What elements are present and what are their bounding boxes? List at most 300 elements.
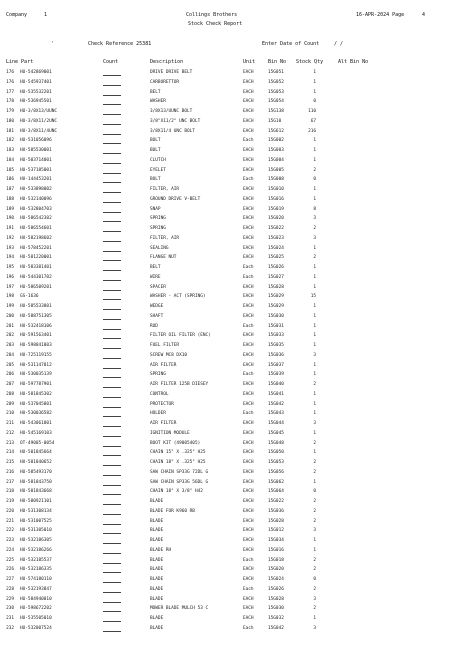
bin-number: 15G020 [268, 567, 284, 573]
col-count: Count [103, 59, 119, 65]
count-entry-line[interactable] [103, 173, 121, 174]
line-number: 176 [6, 79, 14, 85]
bin-number: 15G048 [268, 440, 284, 446]
line-number: 182 [6, 138, 14, 144]
stock-qty: 1 [313, 538, 316, 543]
count-entry-line[interactable] [103, 514, 121, 515]
bin-number: 15G024 [268, 245, 284, 251]
description: FLANGE NUT [150, 255, 177, 261]
line-number: 214 [6, 450, 14, 456]
bin-number: 15G051 [268, 70, 284, 75]
part-number: HU-533898002 [20, 187, 52, 192]
stock-qty: 1 [313, 323, 316, 329]
stock-qty: 3 [313, 421, 316, 426]
stock-qty: 67 [310, 118, 316, 124]
count-entry-line[interactable] [103, 153, 121, 154]
count-entry-line[interactable] [103, 104, 121, 105]
part-number: HU-503714001 [20, 157, 52, 163]
count-entry-line[interactable] [103, 260, 121, 261]
description: BLADE FOR K960 RB [150, 508, 195, 514]
count-entry-line[interactable] [103, 95, 121, 96]
bin-number: 15G018 [268, 557, 284, 563]
stock-qty: 3 [313, 528, 316, 534]
count-entry-line[interactable] [103, 407, 121, 408]
unit: EACH [243, 362, 254, 368]
count-entry-line[interactable] [103, 202, 121, 203]
line-number: 193 [6, 245, 14, 251]
description: BOOT KIT (49005405) [150, 440, 201, 446]
description: SCREW MC8 DX10 [150, 352, 188, 358]
description: BLADE [150, 538, 164, 543]
stock-qty: 1 [313, 450, 316, 456]
description: 3/8X11/4 UNC BOLT [150, 128, 195, 134]
bin-number: 15G044 [268, 421, 284, 426]
line-number: 177 [6, 89, 14, 95]
stock-qty: 1 [313, 343, 316, 348]
description: WASHER [150, 99, 166, 105]
line-number: 187 [6, 187, 14, 192]
count-entry-line[interactable] [103, 182, 121, 183]
bin-number: 15G062 [268, 479, 284, 485]
unit: EACH [243, 430, 254, 436]
unit: EACH [243, 167, 254, 173]
bin-number: 15G024 [268, 577, 284, 582]
unit: EACH [243, 284, 254, 290]
part-number: HU-531308134 [20, 508, 52, 514]
stock-qty: 2 [313, 606, 316, 612]
description: AIR FILTER 125B DIESEY [150, 382, 209, 387]
stock-qty: 1 [313, 372, 316, 378]
description: FILTER, AIR [150, 235, 180, 241]
date-entry-field[interactable]: / / [334, 41, 344, 47]
part-number: HU-598672202 [20, 606, 52, 612]
line-number: 204 [6, 352, 14, 358]
count-entry-line[interactable] [103, 114, 121, 115]
part-number: HU-545169103 [20, 430, 52, 436]
description: DRIVE DRIVE BELT [150, 70, 193, 75]
stock-qty: 1 [313, 547, 316, 553]
count-entry-line[interactable] [103, 572, 121, 573]
count-entry-line[interactable] [103, 543, 121, 544]
bin-number: 15G028 [268, 284, 284, 290]
stock-qty: 8 [313, 206, 316, 212]
count-entry-line[interactable] [103, 611, 121, 612]
part-number: HU-3/8X11/4UNC [20, 128, 58, 134]
unit: EACH [243, 109, 254, 114]
description: BLADE [150, 528, 164, 534]
bin-number: 15G039 [268, 372, 284, 378]
col-line-part: Line Part [6, 59, 34, 65]
description: HOLDER [150, 411, 166, 417]
unit: EACH [243, 469, 254, 475]
unit: EACH [243, 294, 254, 300]
bin-number: 15G034 [268, 538, 284, 543]
part-number: HU-144453201 [20, 177, 52, 183]
part-number: HU-532186266 [20, 547, 52, 553]
line-number: 221 [6, 518, 14, 524]
part-number: HU-543061801 [20, 421, 52, 426]
unit: EACH [243, 567, 254, 573]
stock-qty: 1 [313, 148, 316, 153]
line-number: 219 [6, 499, 14, 504]
unit: EACH [243, 304, 254, 309]
count-entry-line[interactable] [103, 621, 121, 622]
description: SPRING [150, 372, 166, 378]
bin-number: 15G002 [268, 138, 284, 144]
stock-qty: 3 [313, 352, 316, 358]
count-entry-line[interactable] [103, 533, 121, 534]
part-number: HU-3/8X11/2UNC [20, 118, 58, 124]
bin-number: 15G020 [268, 216, 284, 222]
part-number: HU-530035139 [20, 372, 52, 378]
part-number: HU-537045801 [20, 401, 52, 407]
part-number: HU-535532201 [20, 89, 52, 95]
description: SAW CHAIN SP33G 56DL G [150, 479, 209, 485]
count-entry-line[interactable] [103, 309, 121, 310]
bin-number: 15G036 [268, 508, 284, 514]
unit: EACH [243, 235, 254, 241]
bin-number: 15G045 [268, 430, 284, 436]
part-number: HU-501840652 [20, 460, 52, 465]
count-entry-line[interactable] [103, 631, 121, 632]
unit: EACH [243, 216, 254, 222]
line-number: 209 [6, 401, 14, 407]
part-number: OT-49005-0054 [20, 440, 55, 446]
stock-qty: 0 [313, 577, 316, 582]
description: SPRING [150, 216, 166, 222]
stock-qty: 2 [313, 586, 316, 592]
part-number: HU-585530001 [20, 148, 52, 153]
bin-number: 15G042 [268, 625, 284, 631]
unit: EACH [243, 547, 254, 553]
stock-qty: 15 [310, 294, 316, 300]
bin-number: 15G040 [268, 382, 284, 387]
description: CHAIN 15" X .325" H25 [150, 450, 206, 456]
description: 3/8X13/UUNC BOLT [150, 109, 193, 114]
unit: EACH [243, 577, 254, 582]
description: CLUTCH [150, 157, 166, 163]
description: BLADE [150, 625, 164, 631]
company-label: Company [6, 12, 28, 18]
count-entry-line[interactable] [103, 455, 121, 456]
line-number: 207 [6, 382, 14, 387]
description: BLADE [150, 567, 164, 573]
count-entry-line[interactable] [103, 143, 121, 144]
check-reference: Check Reference 25381 [88, 41, 152, 47]
part-number: HU-586542302 [20, 216, 52, 222]
unit: EACH [243, 79, 254, 85]
unit: EACH [243, 616, 254, 621]
part-number: HU-532804703 [20, 206, 52, 212]
stock-qty: 1 [313, 284, 316, 290]
unit: EACH [243, 99, 254, 105]
count-entry-line[interactable] [103, 563, 121, 564]
stock-qty: 0 [313, 99, 316, 105]
count-entry-line[interactable] [103, 475, 121, 476]
part-number: HU-531007525 [20, 518, 52, 524]
count-entry-line[interactable] [103, 134, 121, 135]
stock-qty: 1 [313, 196, 316, 202]
line-number: 180 [6, 118, 14, 124]
stock-qty: 3 [313, 625, 316, 631]
unit: Each [243, 411, 254, 417]
line-number: 232 [6, 625, 14, 631]
part-number: HU-537185001 [20, 167, 52, 173]
line-number: 197 [6, 284, 14, 290]
stock-qty: 1 [313, 89, 316, 95]
line-number: 178 [6, 99, 14, 105]
count-entry-line[interactable] [103, 319, 121, 320]
stock-qty: 1 [313, 245, 316, 251]
part-number: HU-725119155 [20, 352, 52, 358]
bin-number: 15G019 [268, 206, 284, 212]
description: SHAFT [150, 313, 164, 319]
description: BLADE [150, 616, 164, 621]
stock-qty: 2 [313, 460, 316, 465]
stock-qty: 3 [313, 216, 316, 222]
stock-qty: 1 [313, 187, 316, 192]
bin-number: 15G030 [268, 606, 284, 612]
description: BLADE [150, 586, 164, 592]
stock-qty: 1 [313, 333, 316, 339]
count-entry-line[interactable] [103, 280, 121, 281]
count-entry-line[interactable] [103, 602, 121, 603]
bin-number: 15G012 [268, 528, 284, 534]
unit: EACH [243, 460, 254, 465]
unit: EACH [243, 528, 254, 534]
count-entry-line[interactable] [103, 416, 121, 417]
unit: EACH [243, 128, 254, 134]
bin-number: 15G054 [268, 99, 284, 105]
stock-qty: 1 [313, 391, 316, 397]
unit: EACH [243, 343, 254, 348]
unit: EACH [243, 148, 254, 153]
unit: EACH [243, 70, 254, 75]
unit: EACH [243, 89, 254, 95]
description: SPRING [150, 226, 166, 231]
description: CARBURETTOR [150, 79, 180, 85]
description: BOLT [150, 177, 161, 183]
line-number: 208 [6, 391, 14, 397]
unit: EACH [243, 499, 254, 504]
line-number: 212 [6, 430, 14, 436]
count-entry-line[interactable] [103, 290, 121, 291]
stock-qty: 2 [313, 167, 316, 173]
stock-qty: 2 [313, 518, 316, 524]
description: FILTER, AIR [150, 187, 180, 192]
col-alt-bin-no: Alt Bin No [338, 59, 369, 65]
line-number: 186 [6, 177, 14, 183]
bin-number: 15G025 [268, 255, 284, 261]
line-number: 206 [6, 372, 14, 378]
stock-qty: 1 [313, 70, 316, 75]
description: AIR FILTER [150, 421, 177, 426]
stock-qty: 1 [313, 157, 316, 163]
part-number: HU-588751305 [20, 313, 52, 319]
count-entry-line[interactable] [103, 485, 121, 486]
unit: Each [243, 265, 254, 270]
count-entry-line[interactable] [103, 436, 121, 437]
count-entry-line[interactable] [103, 329, 121, 330]
line-number: 188 [6, 196, 14, 202]
line-number: 229 [6, 596, 14, 602]
bin-number: 15G022 [268, 499, 284, 504]
description: BOLT [150, 138, 161, 144]
count-entry-line[interactable] [103, 85, 121, 86]
line-number: 223 [6, 538, 14, 543]
count-entry-line[interactable] [103, 348, 121, 349]
bin-number: 15G138 [268, 109, 284, 114]
line-number: 222 [6, 528, 14, 534]
line-number: 184 [6, 157, 14, 163]
unit: Each [243, 177, 254, 183]
count-entry-line[interactable] [103, 524, 121, 525]
description: BLADE [150, 557, 164, 563]
description: GROUND DRIVE V-BELT [150, 196, 201, 202]
bin-number: 15G023 [268, 235, 284, 241]
unit: EACH [243, 391, 254, 397]
unit: Each [243, 274, 254, 280]
stock-qty: 2 [313, 255, 316, 261]
stock-qty: 3 [313, 235, 316, 241]
bin-number: 15G032 [268, 616, 284, 621]
enter-date-label: Enter Date of Count [262, 41, 320, 47]
line-number: 195 [6, 265, 14, 270]
count-entry-line[interactable] [103, 299, 121, 300]
count-entry-line[interactable] [103, 75, 121, 76]
count-entry-line[interactable] [103, 192, 121, 193]
unit: EACH [243, 450, 254, 456]
line-number: 228 [6, 586, 14, 592]
part-number: HU-584940010 [20, 596, 52, 602]
description: WASHER - ACT (SPRING) [150, 294, 206, 300]
count-entry-line[interactable] [103, 426, 121, 427]
count-entry-line[interactable] [103, 358, 121, 359]
unit: EACH [243, 401, 254, 407]
bin-number: 15G050 [268, 450, 284, 456]
unit: EACH [243, 245, 254, 251]
count-entry-line[interactable] [103, 241, 121, 242]
description: BLADE [150, 518, 164, 524]
part-number: HU-501843668 [20, 489, 52, 495]
line-number: 201 [6, 323, 14, 329]
part-number: HU-531147012 [20, 362, 52, 368]
stock-qty: 0 [313, 489, 316, 495]
part-number: HU-574180110 [20, 577, 52, 582]
description: SNAP [150, 206, 161, 212]
description: BLADE [150, 596, 164, 602]
stock-qty: 1 [313, 479, 316, 485]
count-entry-line[interactable] [103, 494, 121, 495]
bin-number: 15G010 [268, 187, 284, 192]
bin-number: 15G026 [268, 586, 284, 592]
unit: EACH [243, 596, 254, 602]
bin-number: 15G028 [268, 518, 284, 524]
unit: Each [243, 586, 254, 592]
part-number: HU-591563401 [20, 333, 52, 339]
count-entry-line[interactable] [103, 251, 121, 252]
count-entry-line[interactable] [103, 553, 121, 554]
part-number: HU-532185537 [20, 557, 52, 563]
unit: EACH [243, 382, 254, 387]
stock-qty: 1 [313, 411, 316, 417]
unit: EACH [243, 255, 254, 261]
count-entry-line[interactable] [103, 446, 121, 447]
part-number: HU-598841803 [20, 343, 52, 348]
line-number: 181 [6, 128, 14, 134]
bin-number: 15G005 [268, 167, 284, 173]
bin-number: 15G028 [268, 596, 284, 602]
bin-number: 15G053 [268, 89, 284, 95]
stock-qty: 216 [308, 128, 316, 134]
bin-number: 15G008 [268, 177, 284, 183]
line-number: 189 [6, 206, 14, 212]
unit: Each [243, 138, 254, 144]
part-number: HU-583381401 [20, 265, 52, 270]
count-entry-line[interactable] [103, 124, 121, 125]
count-entry-line[interactable] [103, 221, 121, 222]
count-entry-line[interactable] [103, 504, 121, 505]
stock-qty: 0 [313, 177, 316, 183]
description: CHAIN 18" X 3/8" H42 [150, 489, 203, 495]
stock-qty: 2 [313, 557, 316, 563]
count-entry-line[interactable] [103, 377, 121, 378]
bin-number: 15G064 [268, 489, 284, 495]
unit: EACH [243, 538, 254, 543]
bin-number: 15G022 [268, 226, 284, 231]
stock-qty: 2 [313, 226, 316, 231]
count-entry-line[interactable] [103, 387, 121, 388]
line-number: 179 [6, 109, 14, 114]
line-number: 227 [6, 577, 14, 582]
part-number: HU-581845302 [20, 391, 52, 397]
count-entry-line[interactable] [103, 397, 121, 398]
unit: EACH [243, 118, 254, 124]
count-entry-line[interactable] [103, 368, 121, 369]
bin-number: 15G031 [268, 323, 284, 329]
count-entry-line[interactable] [103, 592, 121, 593]
part-number: HU-585533801 [20, 304, 52, 309]
part-number: HU-531056096 [20, 138, 52, 144]
count-entry-line[interactable] [103, 582, 121, 583]
company-name: Collings Brothers [186, 12, 238, 18]
count-entry-line[interactable] [103, 270, 121, 271]
stock-qty: 1 [313, 362, 316, 368]
count-entry-line[interactable] [103, 163, 121, 164]
bin-number: 15G052 [268, 79, 284, 85]
line-number: 192 [6, 235, 14, 241]
part-number: HU-535505010 [20, 616, 52, 621]
unit: EACH [243, 508, 254, 514]
line-number: 218 [6, 489, 14, 495]
description: AIR FILTER [150, 362, 177, 368]
bin-number: 15G042 [268, 401, 284, 407]
stock-qty: 1 [313, 304, 316, 309]
count-entry-line[interactable] [103, 465, 121, 466]
stock-qty: 1 [313, 138, 316, 144]
count-entry-line[interactable] [103, 338, 121, 339]
description: MOWER BLADE MULCH 53 C [150, 606, 209, 612]
part-number: HU-532140096 [20, 196, 52, 202]
part-number: HU-532186305 [20, 538, 52, 543]
bin-number: 15G041 [268, 391, 284, 397]
unit: Each [243, 372, 254, 378]
description: ROD [150, 323, 158, 329]
part-number: HU-586554601 [20, 226, 52, 231]
description: FUEL FILTER [150, 343, 180, 348]
count-entry-line[interactable] [103, 231, 121, 232]
count-entry-line[interactable] [103, 212, 121, 213]
